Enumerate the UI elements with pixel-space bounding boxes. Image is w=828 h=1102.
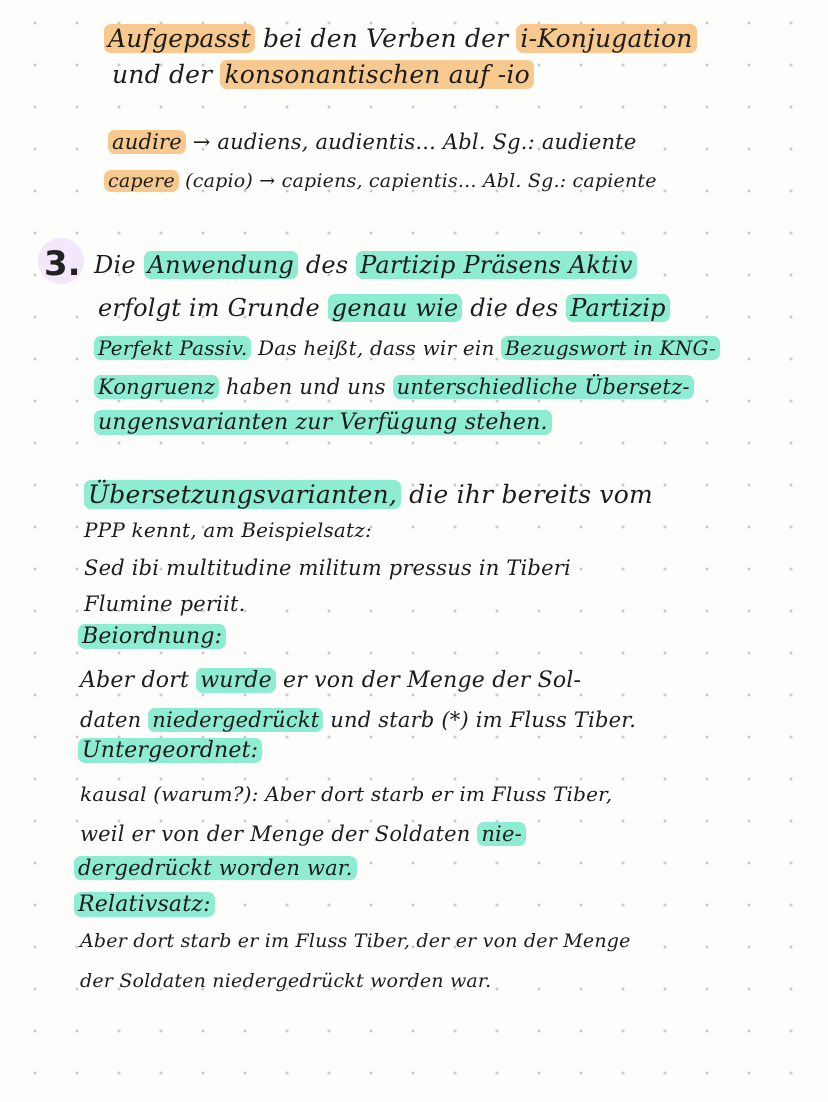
tr-line-2: PPP kennt, am Beispielsatz:	[84, 518, 372, 542]
s3-line-4	[94, 375, 694, 399]
heading-untergeordnet	[78, 738, 262, 763]
text: erfolgt im Grunde	[98, 294, 328, 322]
highlight-capere: capere	[104, 170, 179, 192]
text: die des	[462, 294, 567, 322]
s3-line-5	[94, 410, 552, 435]
note-audire	[108, 130, 636, 154]
highlight-dergedrueckt: dergedrückt worden war.	[74, 856, 357, 880]
highlight-uebersetz: unterschiedliche Übersetz-	[393, 375, 694, 399]
highlight-partizip: Partizip	[566, 294, 669, 322]
highlight-anwendung: Anwendung	[144, 251, 298, 279]
section-number: 3.	[44, 244, 81, 284]
text: daten	[80, 708, 149, 732]
text: Das heißt, dass wir ein	[251, 336, 502, 360]
highlight-nie: nie-	[477, 822, 526, 846]
text: die ihr bereits vom	[400, 480, 653, 509]
highlight-perfekt-passiv: Perfekt Passiv.	[94, 336, 251, 360]
text: Die	[94, 251, 144, 279]
u-line-1: kausal (warum?): Aber dort starb er im Fluss Tiber,	[80, 782, 613, 806]
r-line-2: der Soldaten niedergedrückt worden war.	[80, 970, 492, 992]
highlight-niedergedrueckt: niedergedrückt	[148, 708, 323, 732]
text: haben und uns	[219, 375, 393, 399]
b-line-2	[80, 708, 636, 732]
text: er von der Menge der Sol-	[275, 668, 582, 693]
text: bei den Verben der	[254, 24, 517, 53]
text: des	[298, 251, 357, 279]
tr-line-4: Flumine periit.	[84, 592, 246, 616]
s3-line-3	[94, 336, 720, 360]
b-line-1	[80, 668, 581, 693]
tr-line-1	[84, 480, 653, 509]
text: und der	[112, 60, 221, 89]
s3-line-2	[98, 294, 670, 322]
highlight-wurde: wurde	[196, 668, 276, 693]
heading-relativsatz	[74, 892, 215, 917]
r-line-1: Aber dort starb er im Fluss Tiber, der er von der Menge	[80, 930, 631, 952]
u-line-3	[74, 856, 357, 880]
note-line-1	[104, 24, 697, 53]
highlight-relativsatz: Relativsatz:	[74, 892, 215, 917]
highlight-uebersetzungsvarianten: Übersetzungsvarianten,	[84, 480, 401, 509]
text: und starb (*) im Fluss Tiber.	[323, 708, 637, 732]
text: Aber dort	[80, 668, 197, 693]
s3-line-1	[94, 251, 637, 279]
highlight-ppa: Partizip Präsens Aktiv	[356, 251, 637, 279]
tr-line-3: Sed ibi multitudine militum pressus in Tiberi	[84, 556, 571, 580]
highlight-genau-wie: genau wie	[328, 294, 463, 322]
highlight-konsonantisch: konsonantischen auf -io	[220, 60, 533, 89]
highlight-varianten: ungensvarianten zur Verfügung stehen.	[94, 410, 552, 435]
note-capere	[104, 170, 657, 192]
heading-beiordnung	[78, 624, 226, 649]
text: (capio) → capiens, capientis... Abl. Sg.: capiente	[178, 170, 657, 192]
u-line-2	[80, 822, 526, 846]
note-line-2	[112, 60, 534, 89]
highlight-untergeordnet: Untergeordnet:	[78, 738, 262, 763]
highlight-beiordnung: Beiordnung:	[78, 624, 226, 649]
highlight-bezugswort: Bezugswort in KNG-	[501, 336, 720, 360]
highlight-i-konjugation: i-Konjugation	[516, 24, 696, 53]
highlight-aufgepasst: Aufgepasst	[104, 24, 255, 53]
highlight-audire: audire	[108, 130, 186, 154]
text: weil er von der Menge der Soldaten	[80, 822, 478, 846]
text: → audiens, audientis... Abl. Sg.: audiente	[185, 130, 637, 154]
highlight-kongruenz: Kongruenz	[94, 375, 219, 399]
